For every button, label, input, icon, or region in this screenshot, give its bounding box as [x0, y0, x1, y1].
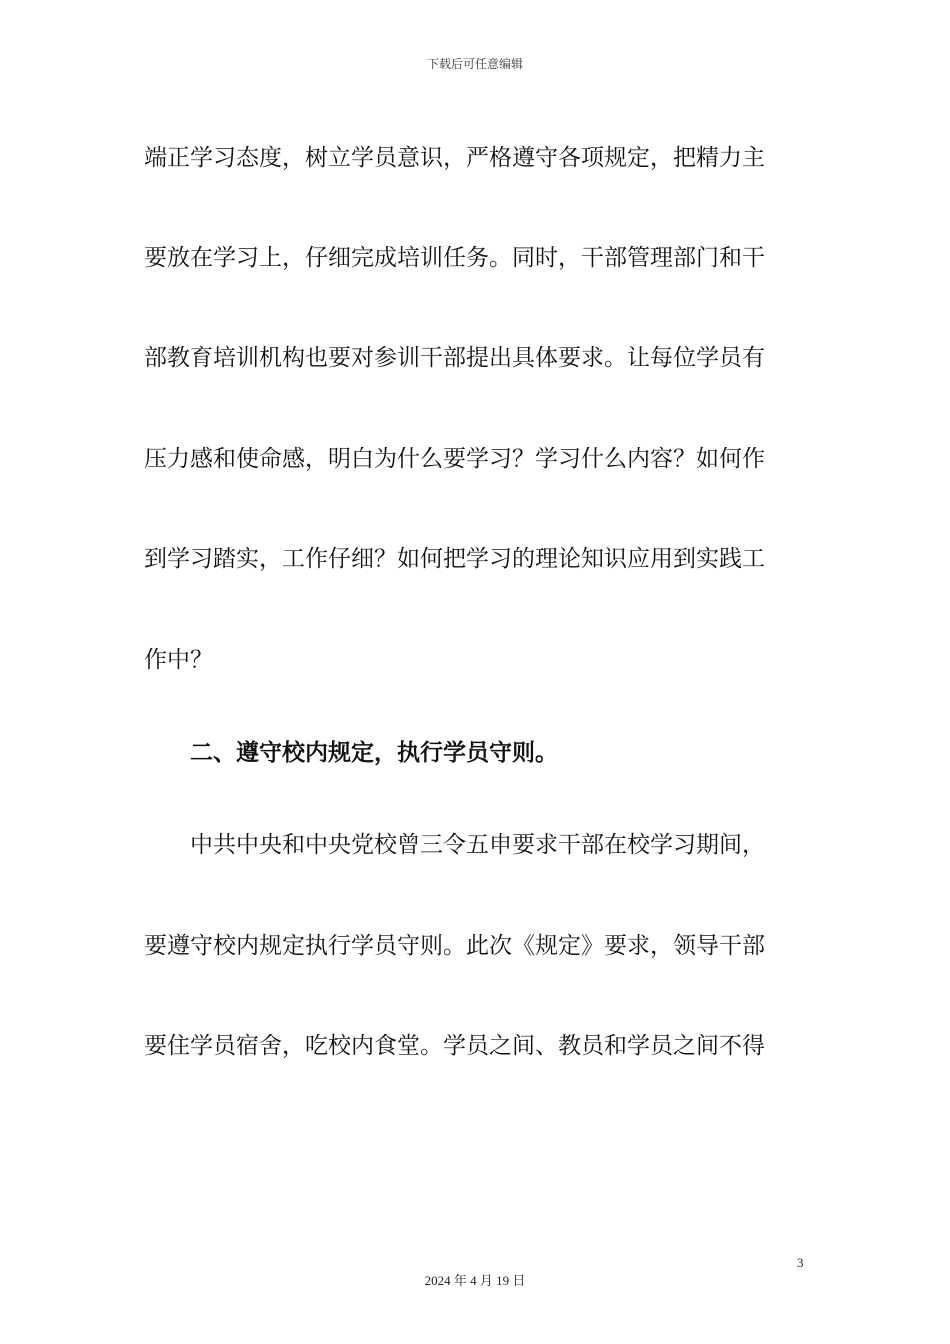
body-line: 端正学习态度，树立学员意识，严格遵守各项规定，把精力主 — [144, 145, 765, 171]
footer-date: 2024 年 4 月 19 日 — [424, 1273, 526, 1288]
body-line: 要遵守校内规定执行学员守则。此次《规定》要求，领导干部 — [144, 933, 765, 959]
body-line: 压力感和使命感，明白为什么要学习？学习什么内容？如何作 — [144, 446, 765, 472]
header-note: 下载后可任意编辑 — [426, 57, 523, 71]
body-line: 要放在学习上，仔细完成培训任务。同时，干部管理部门和干 — [144, 245, 765, 271]
body-line: 要住学员宿舍，吃校内食堂。学员之间、教员和学员之间不得 — [144, 1033, 765, 1059]
body-line: 中共中央和中央党校曾三令五申要求干部在校学习期间， — [190, 832, 765, 858]
body-line: 作中？ — [144, 647, 213, 673]
body-line: 部教育培训机构也要对参训干部提出具体要求。让每位学员有 — [144, 345, 765, 371]
section-heading: 二、遵守校内规定，执行学员守则。 — [190, 740, 558, 766]
body-line: 到学习踏实，工作仔细？如何把学习的理论知识应用到实践工 — [144, 546, 765, 572]
page-number: 3 — [797, 1255, 804, 1270]
